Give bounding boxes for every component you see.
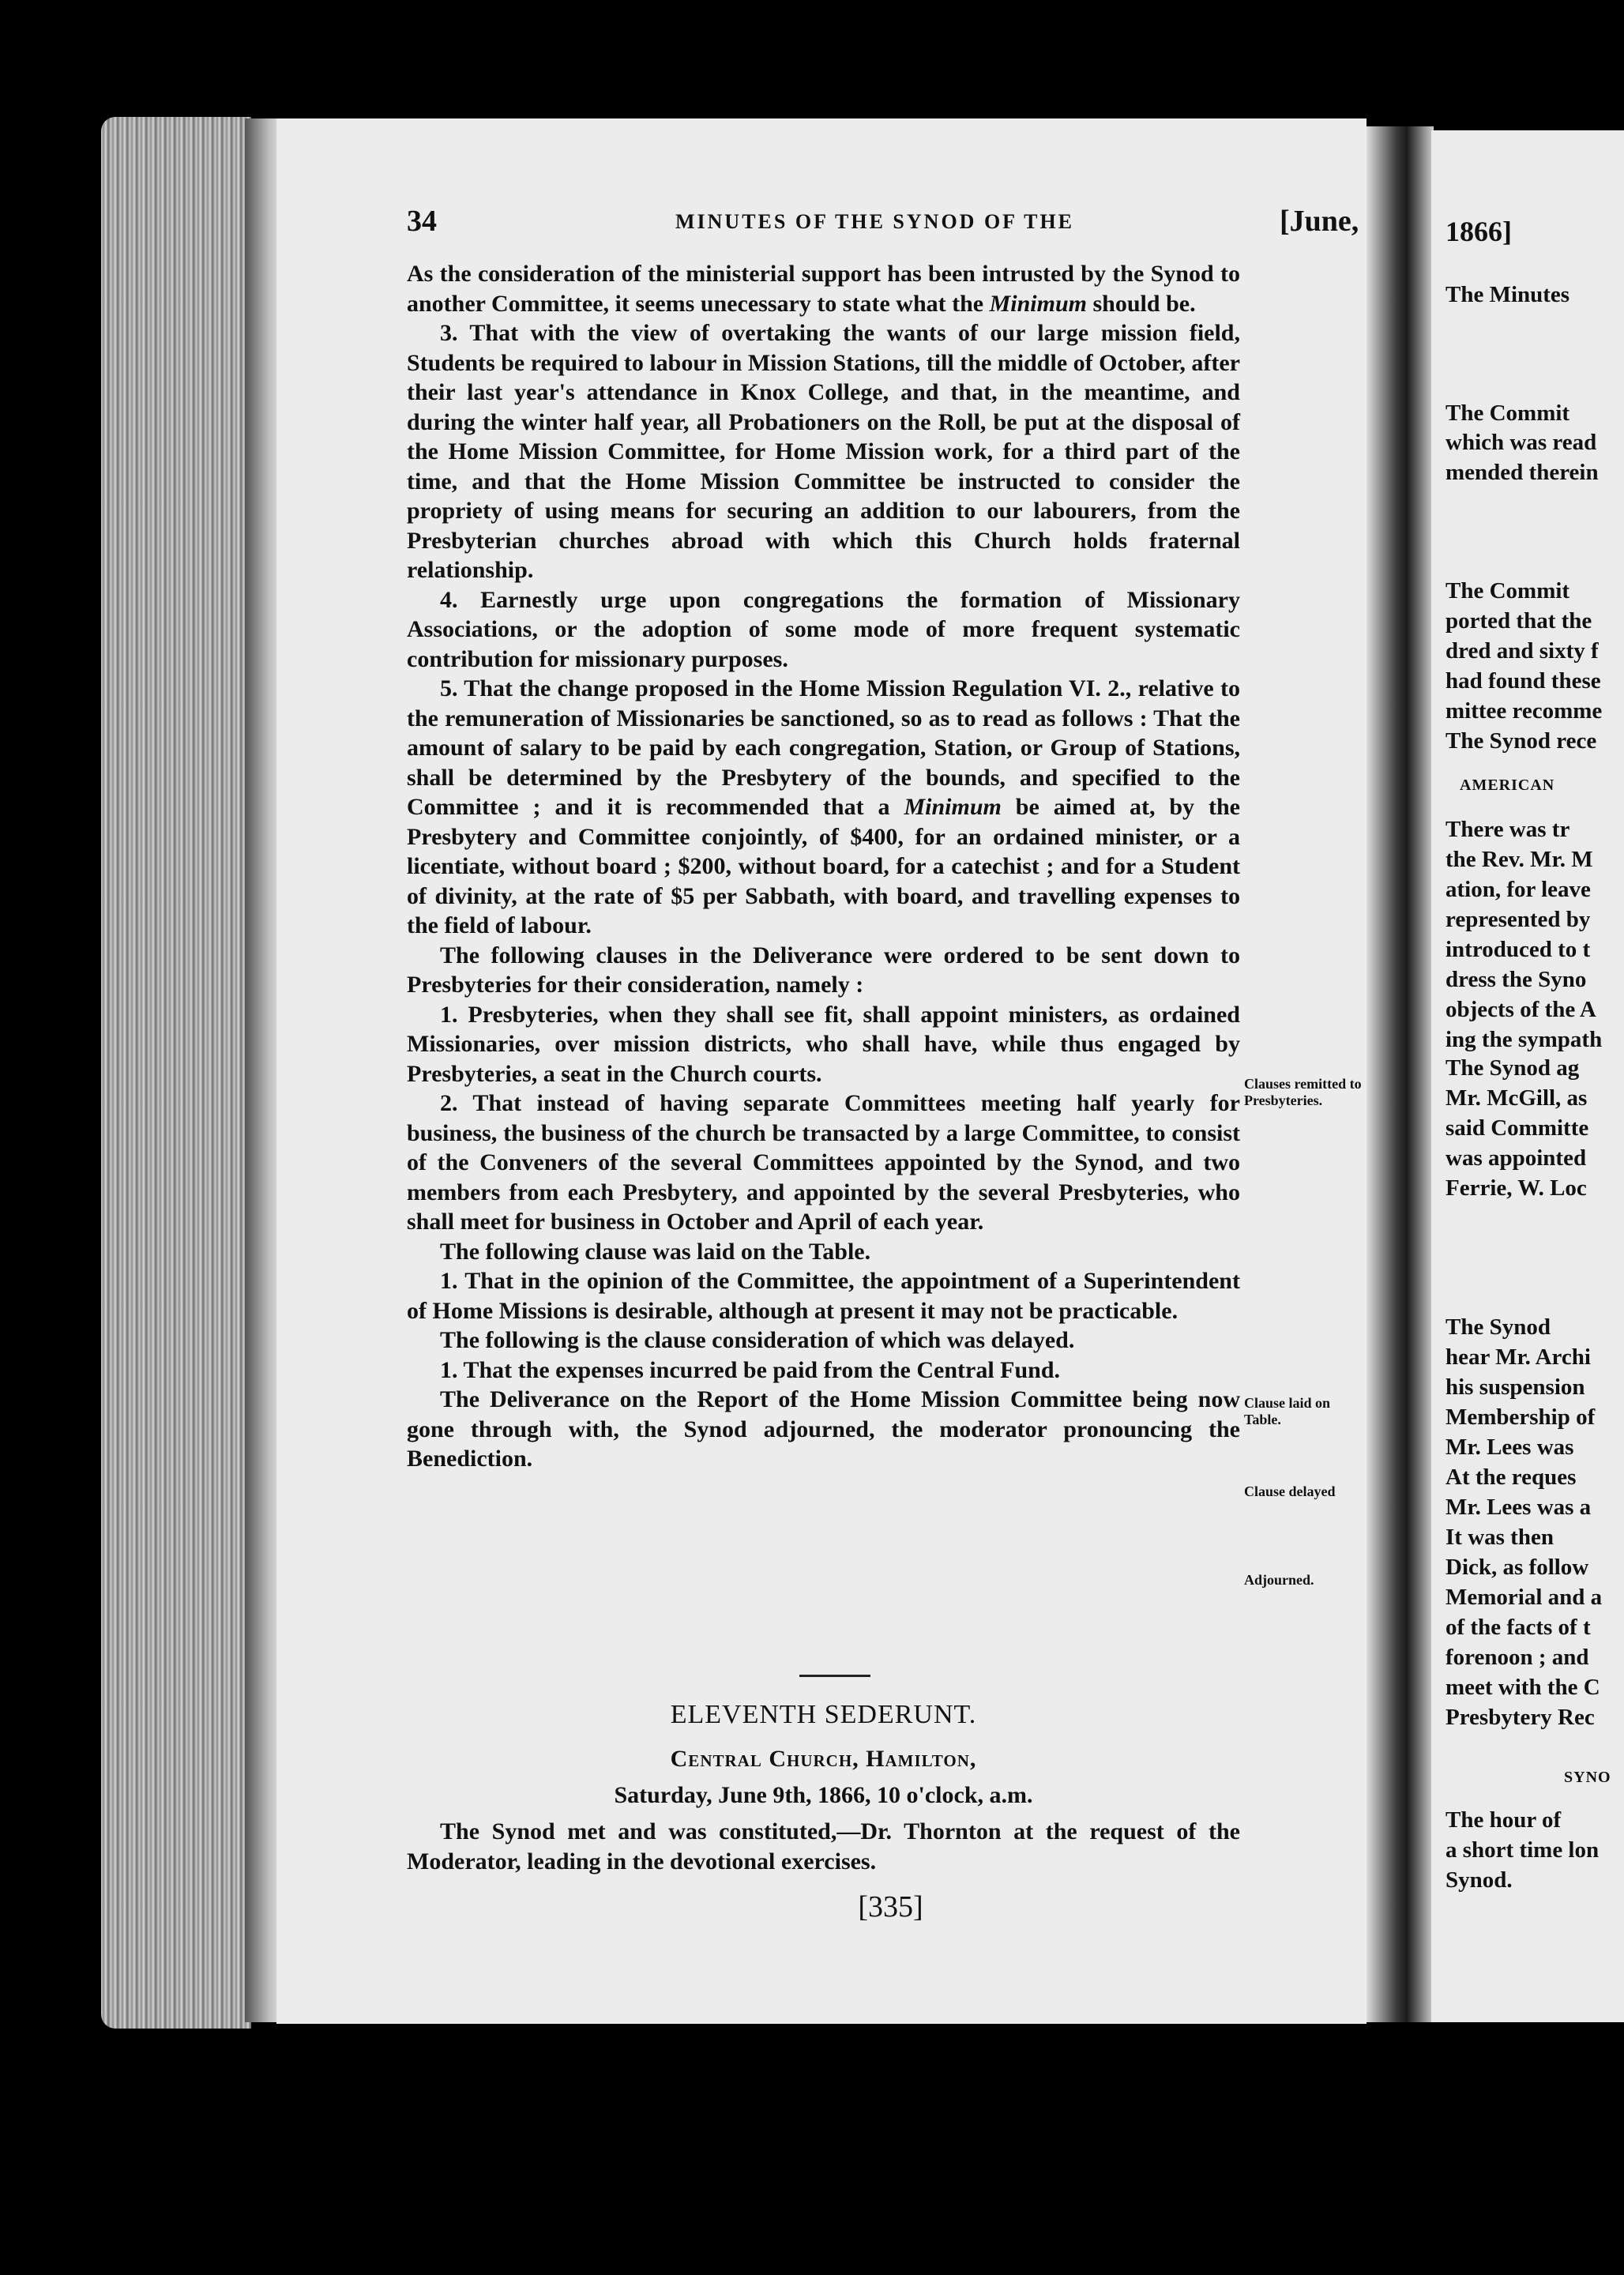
- right-page-line: The Commit: [1445, 400, 1570, 426]
- right-page-line: SYNO: [1564, 1769, 1611, 1786]
- sederunt-text: [407, 1817, 1240, 1876]
- right-page-line: dred and sixty f: [1445, 638, 1599, 664]
- right-page-line: his suspension: [1445, 1374, 1585, 1400]
- running-header: [407, 204, 1363, 243]
- right-page-line: Mr. Lees was a: [1445, 1495, 1592, 1520]
- right-page-line: ported that the: [1445, 608, 1592, 634]
- paragraph-item-4: 4. Earnestly urge upon congregations the formation of Missionary Associations, or the adoption of some mode of more frequent systematic contribution for missionary purposes.: [407, 586, 1240, 672]
- paragraph-item-5: 5. That the change proposed in the Home Mission Regulation VI. 2., relative to the remuneration of Missionaries be sanctioned, so as to read as follows : That the amount of salary to be paid by each congregation, Station, or Group of Stations, shall be determined by the Presbytery of the bounds, and specified to the Committee ; and it is recommended that a Minimum be aimed at, by the Presbytery and Committee conjointly, of $400, for an ordained minister, or a licentiate, without board ; $200, without board, for a catechist ; and for a Student of divinity, at the rate of $5 per Sabbath, with board, and travelling expenses to the field of labour.: [407, 675, 1240, 938]
- right-page-line: Memorial and a: [1445, 1585, 1603, 1610]
- book-page-edges: [101, 117, 251, 2029]
- right-page-line: Membership of: [1445, 1404, 1596, 1430]
- right-page-line: The Synod rece: [1445, 728, 1597, 754]
- margin-note-remitted: Clauses remitted to Presbyteries.: [1244, 1076, 1362, 1108]
- right-page-text: [1445, 0, 1624, 2275]
- paragraph-item-3: 3. That with the view of overtaking the wants of our large mission field, Students be required to labour in Mission Stations, till the middle of October, after their last year's attendance in Knox College, and that, in the meantime, and during the winter half year, all Probationers on the Roll, be put at the disposal of the Home Mission Committee, for Home Mission work, for a third part of the time, and that the Home Mission Committee be instructed to consider the propriety of using means for securing an addition to our labourers, from the Presbyterian churches abroad with which this Church holds fraternal relationship.: [407, 320, 1240, 583]
- right-page-line: which was read: [1445, 430, 1597, 455]
- right-page-line: ation, for leave: [1445, 877, 1591, 902]
- clause-2: 2. That instead of having separate Committees meeting half yearly for business, the business of the church be transacted by a large Committee, to consist of the Conveners of the several Committees appointed by the Synod, and two members from each Presbytery, and appointed by the several Presbyteries, who shall meet for business in October and April of each year.: [407, 1090, 1240, 1235]
- main-text: [407, 259, 1240, 1474]
- margin-note-delayed: Clause delayed: [1244, 1483, 1336, 1499]
- right-page-line: It was then: [1445, 1525, 1554, 1550]
- right-page-line: a short time lon: [1445, 1837, 1600, 1863]
- right-page-line: introduced to t: [1445, 937, 1591, 962]
- sederunt-church: Central Church, Hamilton,: [670, 1746, 977, 1772]
- right-page-line: The Minutes: [1445, 282, 1570, 307]
- right-page-line: had found these: [1445, 668, 1601, 694]
- right-page-line: mittee recomme: [1445, 698, 1603, 724]
- paragraph-laid-on-table: The following clause was laid on the Table.: [440, 1238, 871, 1265]
- paragraph-adjourned: The Deliverance on the Report of the Home Mission Committee being now gone through with, the Synod adjourned, the moderator pronouncing the Benediction.: [407, 1386, 1240, 1472]
- right-page-line: represented by: [1445, 907, 1591, 932]
- right-page-line: The Commit: [1445, 578, 1570, 604]
- right-page-line: ing the sympath: [1445, 1027, 1603, 1052]
- paragraph-clauses-remitted: The following clauses in the Deliverance were ordered to be sent down to Presbyteries for their consideration, namely :: [407, 942, 1240, 998]
- right-page-line: 1866]: [1445, 216, 1512, 247]
- right-page-line: At the reques: [1445, 1465, 1577, 1490]
- right-page-line: Dick, as follow: [1445, 1555, 1589, 1580]
- sederunt-date: Saturday, June 9th, 1866, 10 o'clock, a.m.: [614, 1782, 1033, 1808]
- right-page-line: mended therein: [1445, 460, 1599, 485]
- right-page-line: said Committe: [1445, 1115, 1589, 1141]
- right-page-line: Ferrie, W. Loc: [1445, 1175, 1587, 1201]
- right-page-line: AMERICAN: [1460, 777, 1555, 794]
- sederunt-heading: ELEVENTH SEDERUNT.: [670, 1700, 977, 1729]
- right-page-line: Synod.: [1445, 1867, 1513, 1893]
- clause-superintendent: 1. That in the opinion of the Committee, the appointment of a Superintendent of Home Missions is desirable, although at present it may not be practicable.: [407, 1268, 1240, 1324]
- clause-1: 1. Presbyteries, when they shall see fit, shall appoint ministers, as ordained Missionaries, over mission districts, who shall have, while thus engaged by Presbyteries, a seat in the Church courts.: [407, 1001, 1240, 1087]
- right-page-line: The hour of: [1445, 1807, 1562, 1833]
- page-header-number: 34: [407, 205, 437, 238]
- right-page-line: Mr. Lees was: [1445, 1435, 1574, 1460]
- right-page-line: objects of the A: [1445, 997, 1596, 1022]
- right-page-line: Mr. McGill, as: [1445, 1085, 1588, 1111]
- right-page-line: was appointed: [1445, 1145, 1587, 1171]
- sederunt-paragraph: The Synod met and was constituted,—Dr. Thornton at the request of the Moderator, leading in the devotional exercises.: [407, 1818, 1240, 1875]
- paragraph-1: As the consideration of the ministerial support has been intrusted by the Synod to another Committee, it seems unecessary to state what the Minimum should be.: [407, 261, 1240, 317]
- book-spine: [1366, 126, 1434, 2022]
- margin-note-adjourned: Adjourned.: [1244, 1572, 1314, 1588]
- right-page-line: Presbytery Rec: [1445, 1705, 1595, 1730]
- right-page-line: There was tr: [1445, 817, 1570, 842]
- right-page-line: The Synod ag: [1445, 1055, 1580, 1081]
- right-page-line: dress the Syno: [1445, 967, 1587, 992]
- right-page-line: meet with the C: [1445, 1675, 1600, 1700]
- right-page-line: of the facts of t: [1445, 1615, 1591, 1640]
- page-header-month: [June,: [1280, 205, 1359, 238]
- page-header-title: MINUTES OF THE SYNOD OF THE: [675, 210, 1075, 233]
- right-page-line: the Rev. Mr. M: [1445, 847, 1593, 872]
- right-page-line: forenoon ; and: [1445, 1645, 1589, 1670]
- right-page-line: The Synod: [1445, 1314, 1551, 1340]
- right-page-line: hear Mr. Archi: [1445, 1344, 1591, 1370]
- clause-central-fund: 1. That the expenses incurred be paid from the Central Fund.: [440, 1356, 1061, 1383]
- margin-note-laid: Clause laid on Table.: [1244, 1395, 1331, 1427]
- section-divider: [799, 1675, 870, 1677]
- page-footer-number: [335]: [858, 1890, 923, 1923]
- paragraph-delayed: The following is the clause consideration of which was delayed.: [440, 1327, 1075, 1353]
